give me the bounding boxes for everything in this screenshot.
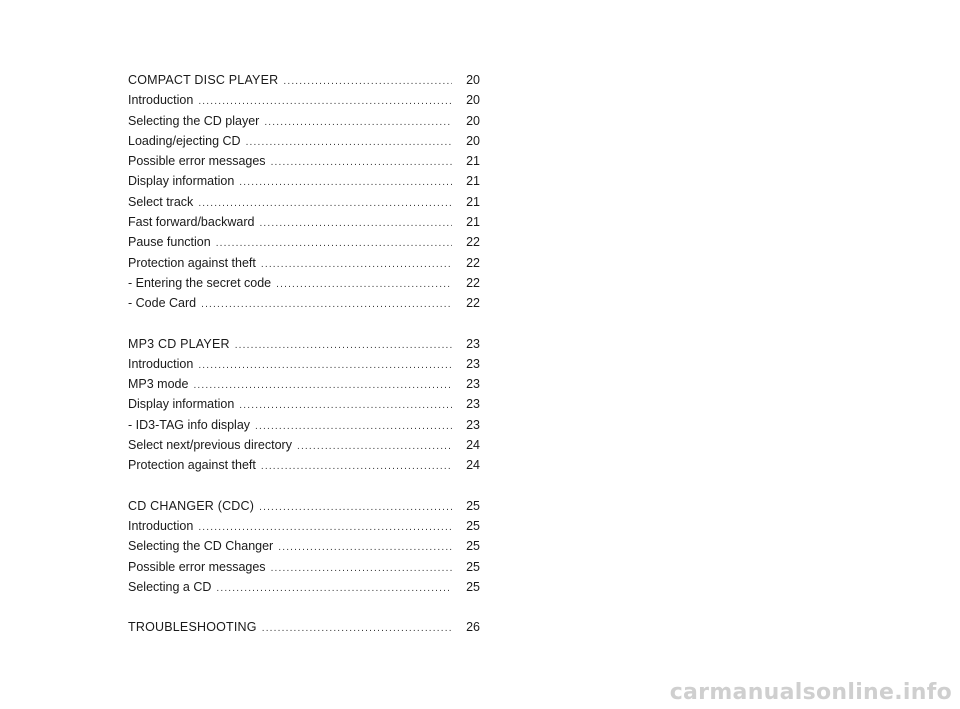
toc-page-number: 21	[466, 154, 480, 169]
toc-entry-label: Introduction	[128, 93, 194, 108]
toc-entry[interactable]	[128, 577, 480, 597]
toc-entry-label: COMPACT DISC PLAYER	[128, 73, 279, 87]
toc-page-number: 21	[466, 174, 480, 189]
toc-entry[interactable]	[128, 374, 480, 394]
toc-dot-leader	[193, 376, 452, 396]
toc-entry[interactable]	[128, 536, 480, 556]
toc-entry-label: Possible error messages	[128, 559, 266, 574]
toc-page-number: 23	[466, 377, 480, 392]
toc-dot-leader	[201, 295, 452, 315]
toc-entry-label: Selecting the CD Changer	[128, 539, 274, 554]
toc-page-number: 23	[466, 336, 480, 351]
toc-page-number: 21	[466, 194, 480, 209]
toc-page-number: 25	[466, 518, 480, 533]
toc-entry[interactable]	[128, 192, 480, 212]
toc-page-number: 25	[466, 498, 480, 513]
toc-dot-leader	[276, 275, 452, 295]
toc-page-number: 20	[466, 113, 480, 128]
toc-dot-leader	[278, 538, 452, 558]
toc-dot-leader	[255, 417, 452, 437]
site-watermark: carmanualsonline.info	[669, 680, 952, 705]
toc-entry-label: TROUBLESHOOTING	[128, 620, 257, 635]
toc-entry-label: Select track	[128, 194, 194, 209]
toc-section-compact-disc-player	[128, 70, 480, 314]
toc-dot-leader	[283, 72, 452, 92]
toc-dot-leader	[262, 619, 452, 639]
toc-entry-label: Protection against theft	[128, 458, 256, 473]
toc-dot-leader	[235, 336, 452, 356]
toc-entry[interactable]	[128, 171, 480, 191]
toc-entry-label: Fast forward/backward	[128, 215, 255, 230]
toc-entry-label: Pause function	[128, 235, 211, 250]
toc-entry[interactable]	[128, 435, 480, 455]
toc-entry[interactable]	[128, 516, 480, 536]
toc-dot-leader	[198, 518, 452, 538]
toc-dot-leader	[198, 356, 452, 376]
toc-entry-label: Selecting a CD	[128, 579, 212, 594]
toc-entry-label: CD CHANGER (CDC)	[128, 498, 255, 513]
toc-entry-label: MP3 CD PLAYER	[128, 336, 230, 351]
toc-section-mp3-cd-player	[128, 334, 480, 476]
toc-page-number: 26	[466, 620, 480, 635]
toc-page-number: 23	[466, 356, 480, 371]
toc-page-number: 22	[466, 275, 480, 290]
toc-page-number: 21	[466, 215, 480, 230]
toc-page-number: 25	[466, 539, 480, 554]
toc-dot-leader	[216, 234, 452, 254]
toc-dot-leader	[261, 255, 452, 275]
toc-dot-leader	[271, 559, 452, 579]
toc-entry-label: Introduction	[128, 356, 194, 371]
toc-dot-leader	[216, 579, 452, 599]
toc-entry-label: Loading/ejecting CD	[128, 133, 241, 148]
toc-dot-leader	[246, 133, 452, 153]
toc-page-number: 24	[466, 438, 480, 453]
toc-entry-label: Display information	[128, 174, 235, 189]
toc-entry-label: Selecting the CD player	[128, 113, 260, 128]
toc-entry[interactable]	[128, 253, 480, 273]
toc-entry[interactable]	[128, 354, 480, 374]
toc-dot-leader	[198, 92, 452, 112]
toc-entry-label: Possible error messages	[128, 154, 266, 169]
toc-entry-label: Select next/previous directory	[128, 438, 292, 453]
toc-page-number: 20	[466, 133, 480, 148]
toc-page-number: 22	[466, 255, 480, 270]
toc-dot-leader	[239, 396, 452, 416]
toc-entry[interactable]	[128, 111, 480, 131]
toc-entry[interactable]	[128, 90, 480, 110]
toc-page-number: 20	[466, 93, 480, 108]
toc-entry[interactable]	[128, 131, 480, 151]
toc-entry[interactable]	[128, 151, 480, 171]
toc-entry-label: Introduction	[128, 518, 194, 533]
toc-entry[interactable]	[128, 557, 480, 577]
toc-page-number: 20	[466, 73, 480, 87]
toc-entry-label: - Code Card	[128, 296, 197, 311]
toc-section-troubleshooting	[128, 617, 480, 637]
toc-page-number: 25	[466, 579, 480, 594]
toc-dot-leader	[297, 437, 452, 457]
toc-entry[interactable]	[128, 415, 480, 435]
toc-entry[interactable]	[128, 455, 480, 475]
toc-dot-leader	[259, 498, 452, 518]
toc-entry-label: - ID3-TAG info display	[128, 417, 251, 432]
toc-entry-label: Protection against theft	[128, 255, 256, 270]
toc-page-number: 22	[466, 296, 480, 311]
toc-dot-leader	[264, 113, 452, 133]
toc-dot-leader	[259, 214, 452, 234]
toc-entry[interactable]	[128, 273, 480, 293]
toc-page-number: 22	[466, 235, 480, 250]
toc-dot-leader	[261, 457, 452, 477]
toc-entry[interactable]	[128, 394, 480, 414]
toc-entry-heading[interactable]	[128, 617, 480, 637]
toc-page-number: 24	[466, 458, 480, 473]
toc-entry-heading[interactable]	[128, 334, 480, 354]
toc-entry[interactable]	[128, 212, 480, 232]
toc-entry-heading[interactable]	[128, 496, 480, 516]
toc-page-number: 23	[466, 397, 480, 412]
toc-entry-label: MP3 mode	[128, 377, 189, 392]
toc-page-number: 23	[466, 417, 480, 432]
toc-page-number: 25	[466, 559, 480, 574]
toc-entry[interactable]	[128, 293, 480, 313]
table-of-contents	[128, 70, 480, 637]
toc-dot-leader	[271, 153, 452, 173]
toc-section-cd-changer	[128, 496, 480, 597]
toc-entry-heading[interactable]	[128, 70, 480, 90]
toc-entry[interactable]	[128, 232, 480, 252]
toc-dot-leader	[239, 173, 452, 193]
toc-entry-label: - Entering the secret code	[128, 275, 272, 290]
toc-entry-label: Display information	[128, 397, 235, 412]
toc-dot-leader	[198, 194, 452, 214]
